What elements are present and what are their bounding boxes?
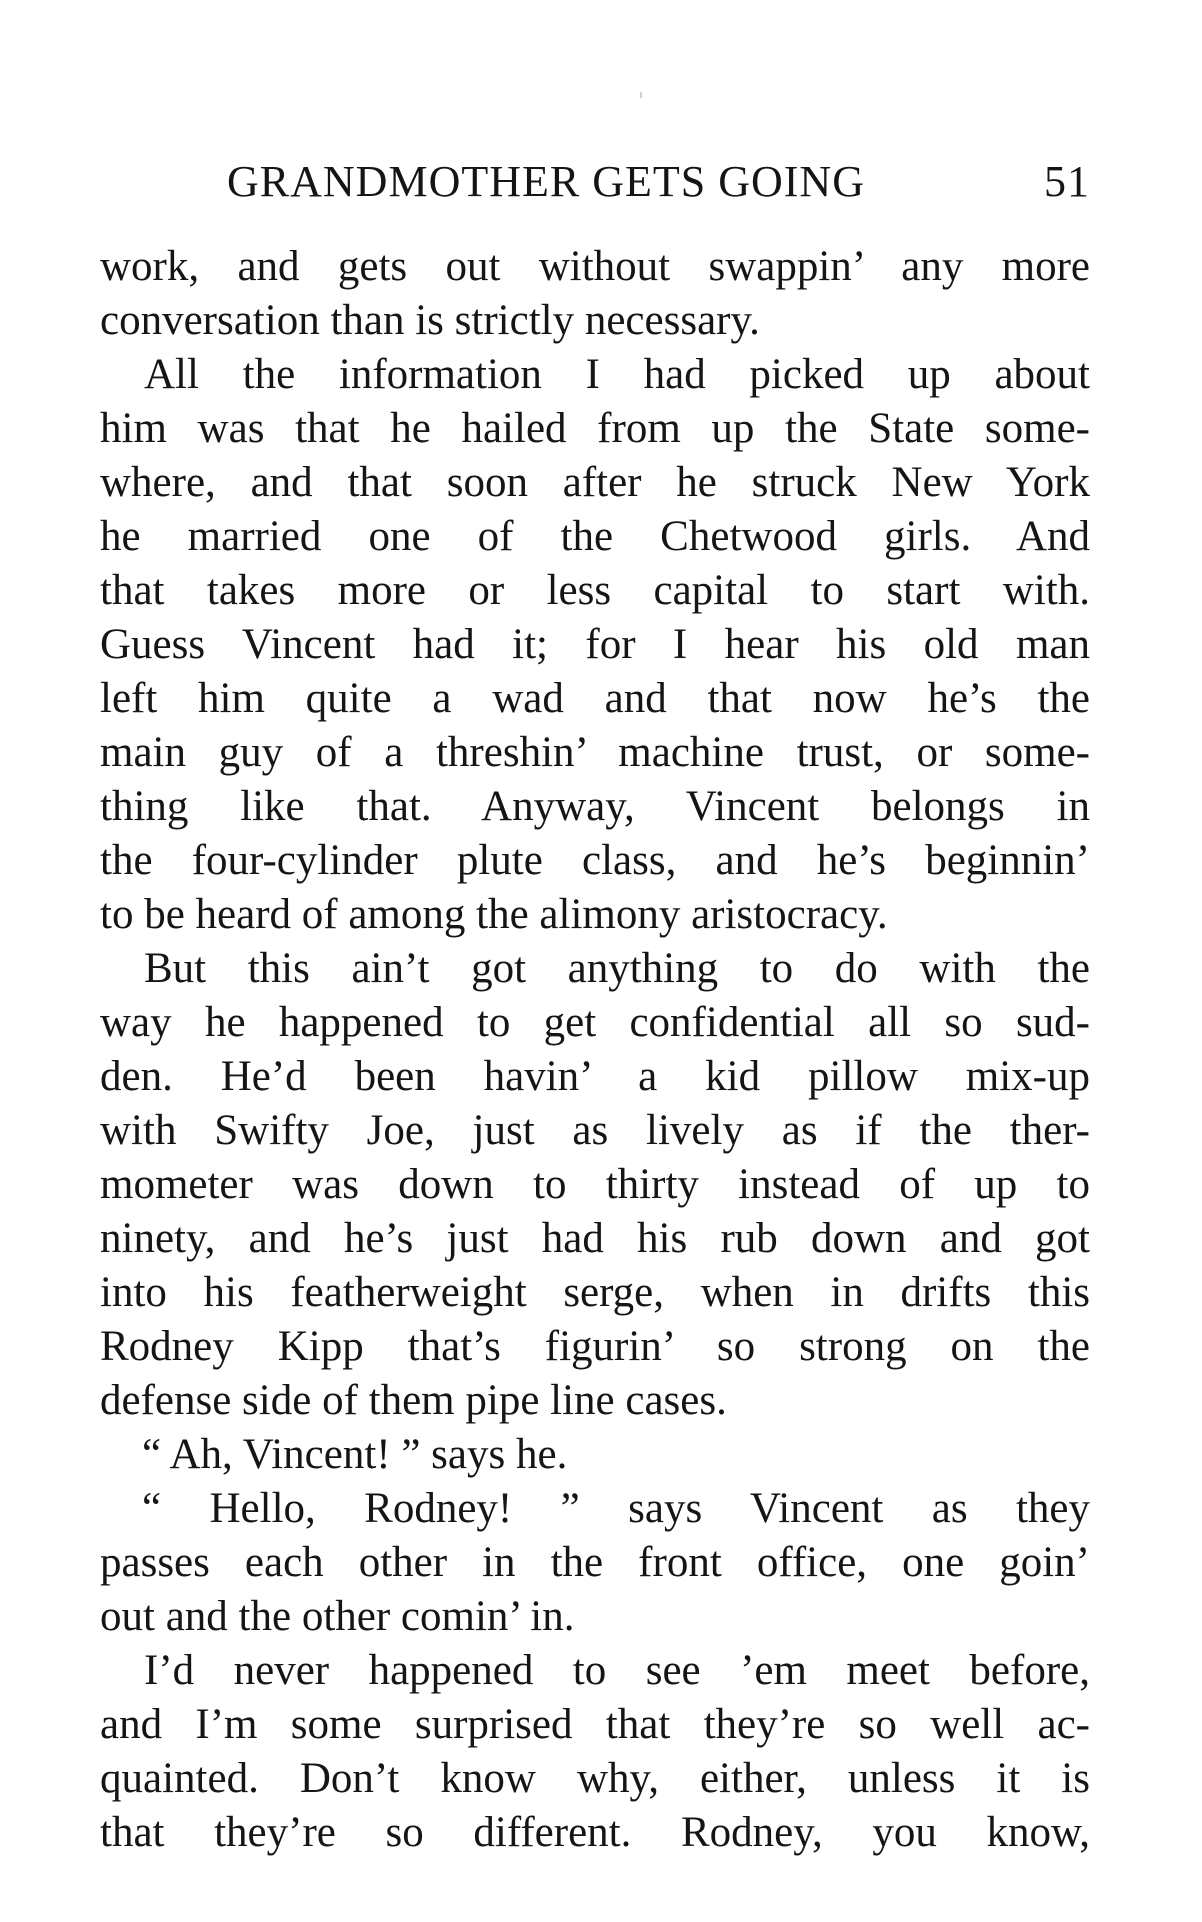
text-line: out and the other comin’ in. [100,1593,575,1640]
text-line: conversation than is strictly necessary. [100,297,760,344]
text-line: quainted. Don’t know why, either, unless it is [100,1755,1090,1802]
text-line: where, and that soon after he struck New York [100,459,1090,506]
text-line: him was that he hailed from up the State some- [100,405,1090,452]
text-line: I’d never happened to see ’em meet before, [144,1647,1090,1694]
page-number: 51 [1044,157,1090,206]
text-line: main guy of a threshin’ machine trust, or some- [100,729,1090,776]
text-line: with Swifty Joe, just as lively as if the ther- [100,1107,1090,1154]
running-head [100,156,1090,216]
text-line: All the information I had picked up about [144,351,1090,398]
text-line: that they’re so different. Rodney, you know, [100,1809,1090,1856]
text-line: But this ain’t got anything to do with the [144,945,1090,992]
text-line: and I’m some surprised that they’re so well ac- [100,1701,1090,1748]
text-line: “ Hello, Rodney! ” says Vincent as they [142,1485,1090,1532]
text-line: thing like that. Anyway, Vincent belongs in [100,783,1090,830]
scan-speck [640,92,642,98]
text-line: defense side of them pipe line cases. [100,1377,727,1424]
text-line: that takes more or less capital to start with. [100,567,1090,614]
text-line: “ Ah, Vincent! ” says he. [142,1431,568,1478]
text-line: Guess Vincent had it; for I hear his old man [100,621,1090,668]
text-line: Rodney Kipp that’s figurin’ so strong on the [100,1323,1090,1370]
text-line: into his featherweight serge, when in drifts this [100,1269,1090,1316]
text-line: to be heard of among the alimony aristocracy. [100,891,888,938]
text-line: passes each other in the front office, one goin’ [100,1539,1090,1586]
text-line: he married one of the Chetwood girls. And [100,513,1090,560]
text-line: the four-cylinder plute class, and he’s beginnin’ [100,837,1090,884]
text-line: mometer was down to thirty instead of up to [100,1161,1090,1208]
body-text [100,240,1090,1860]
text-line: way he happened to get confidential all so sud- [100,999,1090,1046]
text-line: work, and gets out without swappin’ any more [100,243,1090,290]
text-line: left him quite a wad and that now he’s the [100,675,1090,722]
text-line: ninety, and he’s just had his rub down and got [100,1215,1090,1262]
text-line: den. He’d been havin’ a kid pillow mix-up [100,1053,1090,1100]
running-title: GRANDMOTHER GETS GOING [227,157,865,206]
